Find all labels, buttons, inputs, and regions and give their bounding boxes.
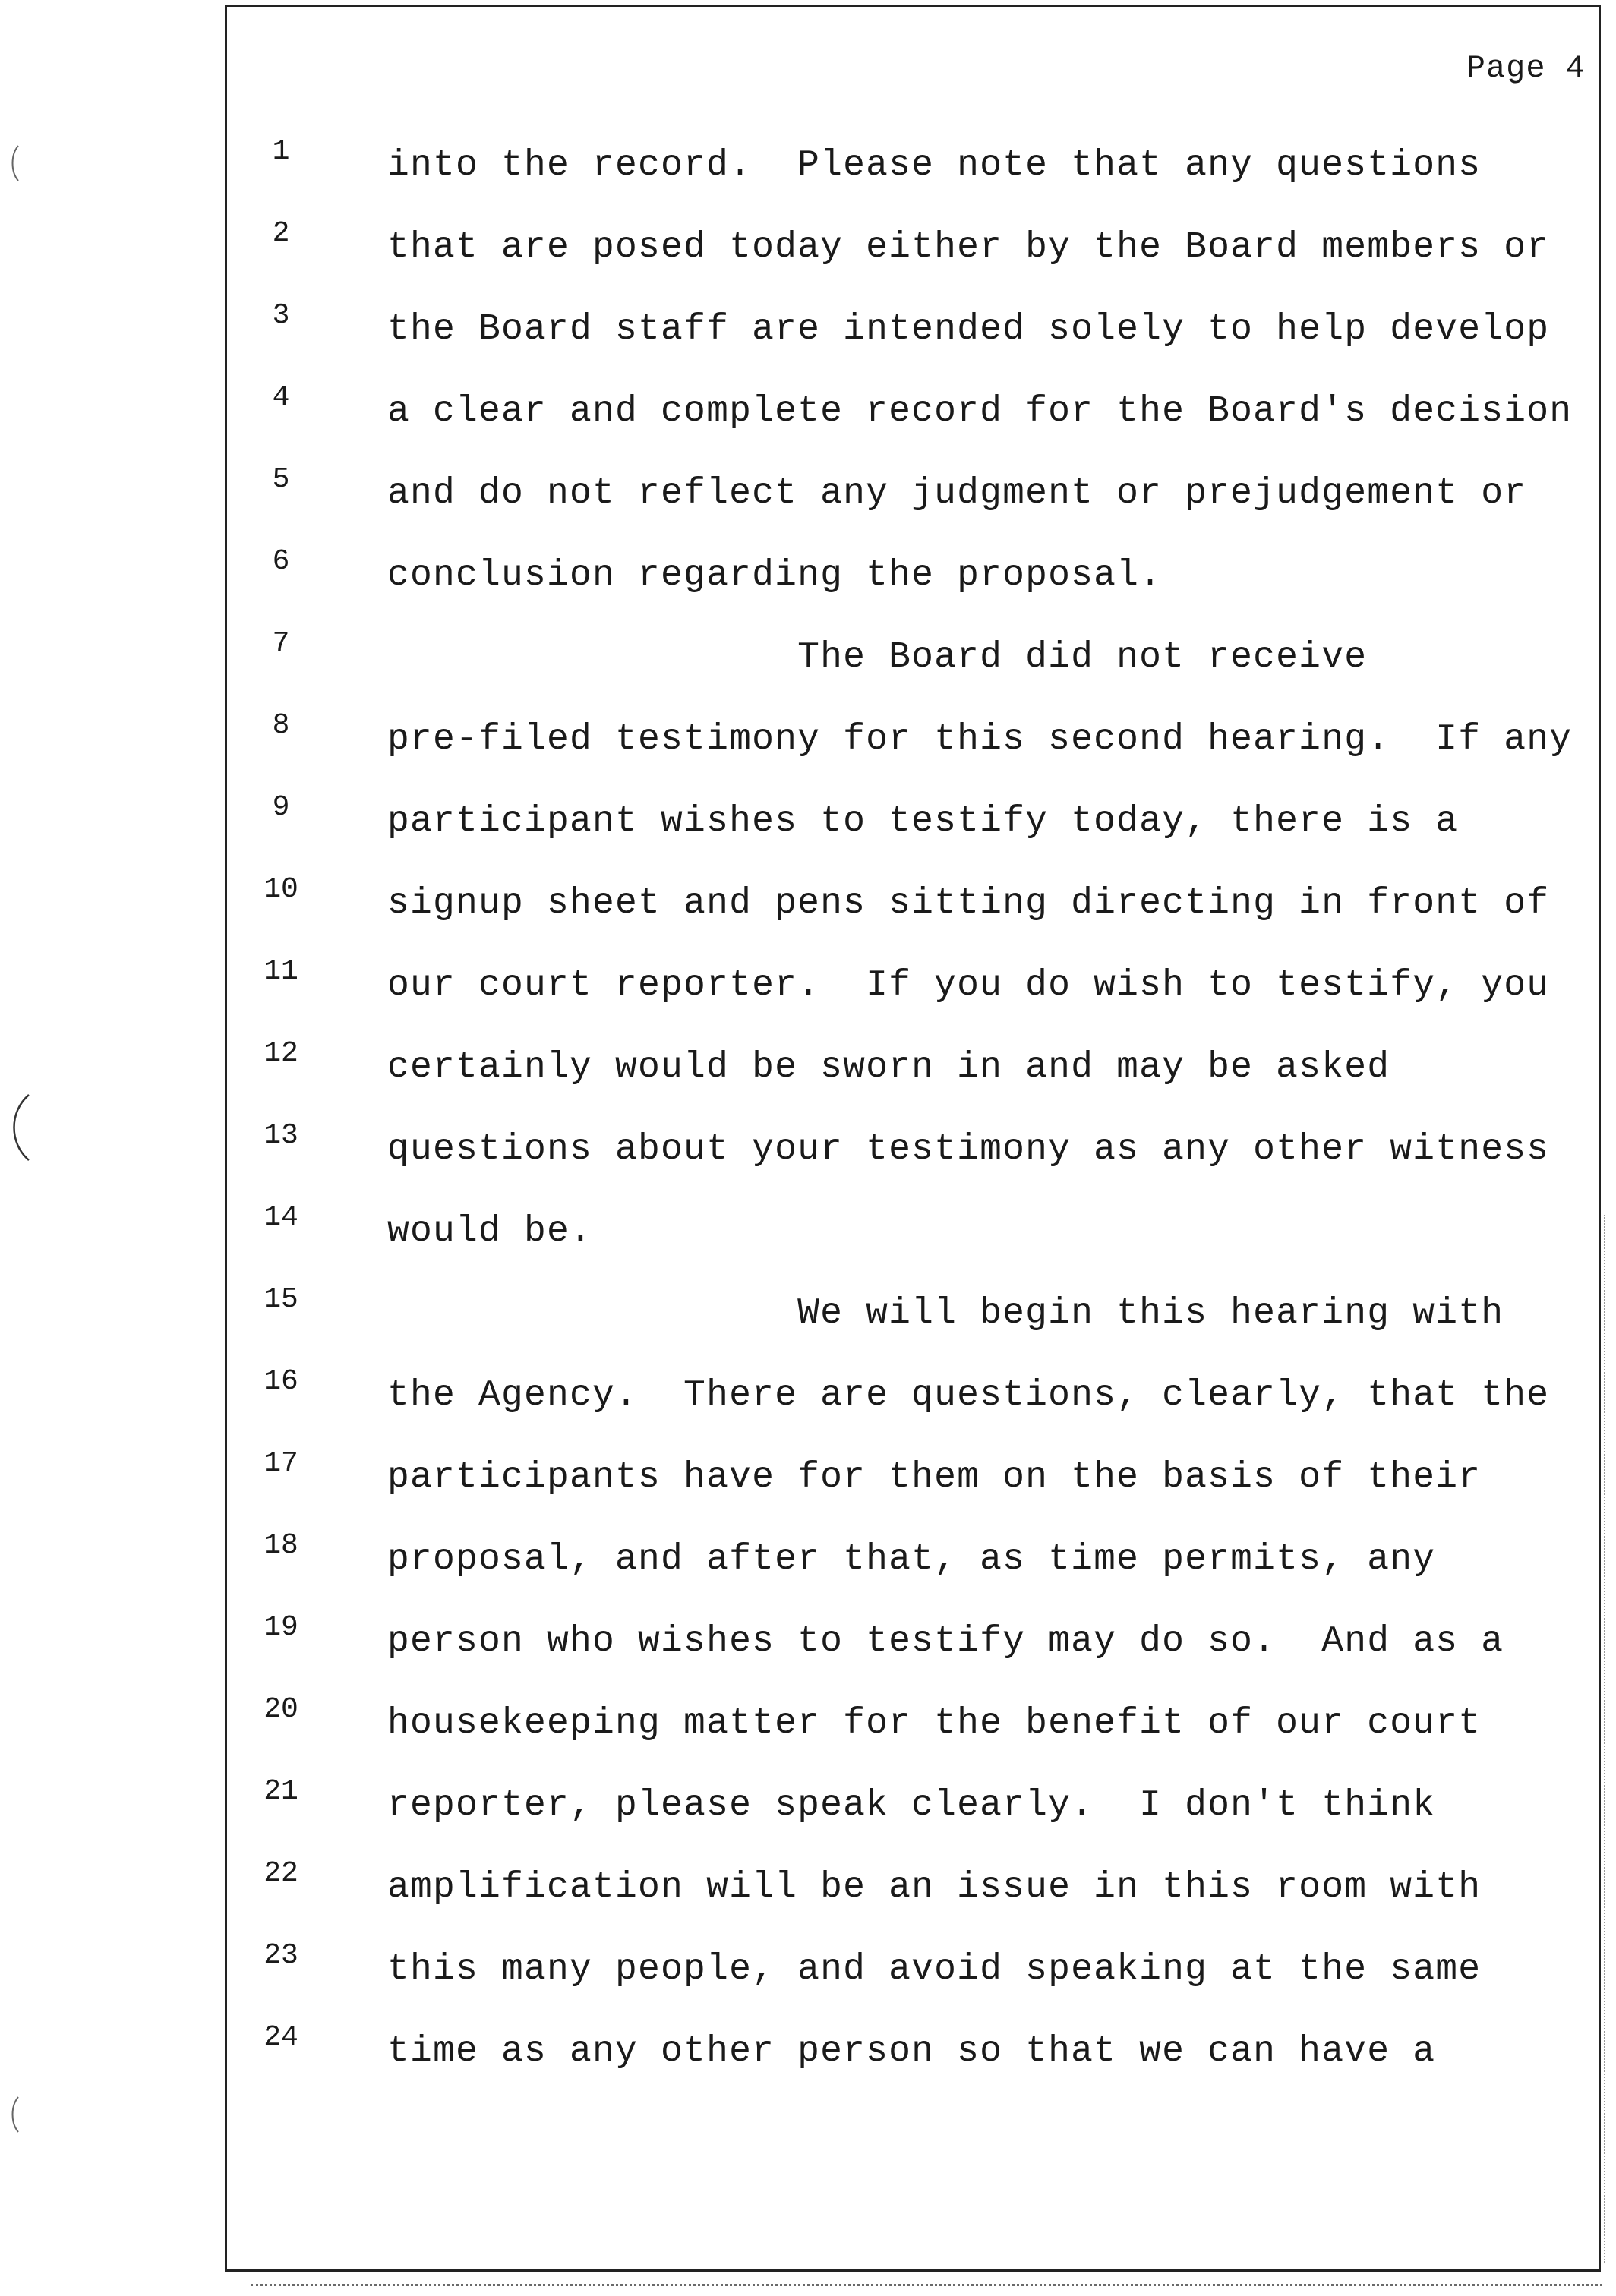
line-text: a clear and complete record for the Board's decision <box>387 391 1573 432</box>
line-number: 7 <box>272 627 290 660</box>
line-number: 17 <box>264 1447 298 1480</box>
line-number: 1 <box>272 135 290 168</box>
transcript-line <box>0 1509 1616 1580</box>
transcript-line <box>0 771 1616 842</box>
line-number: 12 <box>264 1037 298 1070</box>
line-text: reporter, please speak clearly. I don't think <box>387 1785 1436 1826</box>
line-number: 4 <box>272 381 290 414</box>
line-number: 6 <box>272 545 290 578</box>
transcript-line <box>0 197 1616 268</box>
line-text: person who wishes to testify may do so. And as a <box>387 1621 1504 1662</box>
line-number: 19 <box>264 1611 298 1644</box>
transcript-line <box>0 279 1616 350</box>
line-number: 14 <box>264 1201 298 1234</box>
transcript-line <box>0 689 1616 760</box>
binder-mark-icon <box>8 2096 23 2134</box>
line-text: the Agency. There are questions, clearly, that the <box>387 1375 1550 1416</box>
line-text: participants have for them on the basis of their <box>387 1457 1482 1498</box>
transcript-line <box>0 607 1616 678</box>
page-number: Page 4 <box>1466 50 1586 87</box>
line-text: proposal, and after that, as time permits, any <box>387 1539 1436 1580</box>
transcript-line <box>0 1673 1616 1744</box>
line-text: and do not reflect any judgment or prejudgement or <box>387 473 1527 514</box>
line-text: into the record. Please note that any questions <box>387 145 1482 186</box>
line-text: would be. <box>387 1211 593 1252</box>
line-number: 24 <box>264 2021 298 2054</box>
line-number: 11 <box>264 955 298 988</box>
line-number: 21 <box>264 1775 298 1808</box>
line-text: The Board did not receive <box>387 637 1368 678</box>
line-number: 9 <box>272 791 290 824</box>
line-text: housekeeping matter for the benefit of our court <box>387 1703 1482 1744</box>
transcript-line <box>0 1591 1616 1662</box>
transcript-line <box>0 935 1616 1006</box>
transcript-line <box>0 443 1616 514</box>
line-text: participant wishes to testify today, there is a <box>387 801 1459 842</box>
line-number: 15 <box>264 1283 298 1316</box>
binder-mark-icon <box>8 144 23 182</box>
line-text: amplification will be an issue in this room with <box>387 1867 1482 1908</box>
transcript-line <box>0 525 1616 596</box>
line-number: 23 <box>264 1939 298 1972</box>
line-number: 18 <box>264 1529 298 1562</box>
transcript-line <box>0 1263 1616 1334</box>
transcript-line <box>0 1755 1616 1826</box>
binder-mark-icon <box>6 1093 33 1162</box>
transcript-line <box>0 1919 1616 1990</box>
line-text: time as any other person so that we can have a <box>387 2031 1436 2072</box>
line-text: signup sheet and pens sitting directing in front of <box>387 883 1550 924</box>
transcript-line <box>0 853 1616 924</box>
line-number: 2 <box>272 217 290 250</box>
line-text: conclusion regarding the proposal. <box>387 555 1163 596</box>
line-number: 3 <box>272 299 290 332</box>
scan-bottom-edge <box>251 2284 1602 2286</box>
transcript-line <box>0 1099 1616 1170</box>
line-text: We will begin this hearing with <box>387 1293 1504 1334</box>
line-text: the Board staff are intended solely to help develop <box>387 309 1550 350</box>
line-number: 8 <box>272 709 290 742</box>
transcript-line <box>0 1017 1616 1088</box>
transcript-line <box>0 1181 1616 1252</box>
line-number: 20 <box>264 1693 298 1726</box>
transcript-line <box>0 1837 1616 1908</box>
transcript-line <box>0 361 1616 432</box>
line-text: this many people, and avoid speaking at the same <box>387 1949 1482 1990</box>
line-number: 13 <box>264 1119 298 1152</box>
transcript-line <box>0 1427 1616 1498</box>
line-text: that are posed today either by the Board members or <box>387 227 1550 268</box>
transcript-line <box>0 1345 1616 1416</box>
line-text: certainly would be sworn in and may be asked <box>387 1047 1390 1088</box>
scan-edge-mark <box>1604 1215 1611 2263</box>
line-number: 10 <box>264 873 298 906</box>
line-number: 5 <box>272 463 290 496</box>
line-text: pre-filed testimony for this second hearing. If any <box>387 719 1573 760</box>
line-number: 16 <box>264 1365 298 1398</box>
line-text: our court reporter. If you do wish to testify, you <box>387 965 1550 1006</box>
transcript-line <box>0 2001 1616 2072</box>
line-text: questions about your testimony as any other witness <box>387 1129 1550 1170</box>
line-number: 22 <box>264 1857 298 1890</box>
transcript-line <box>0 115 1616 186</box>
